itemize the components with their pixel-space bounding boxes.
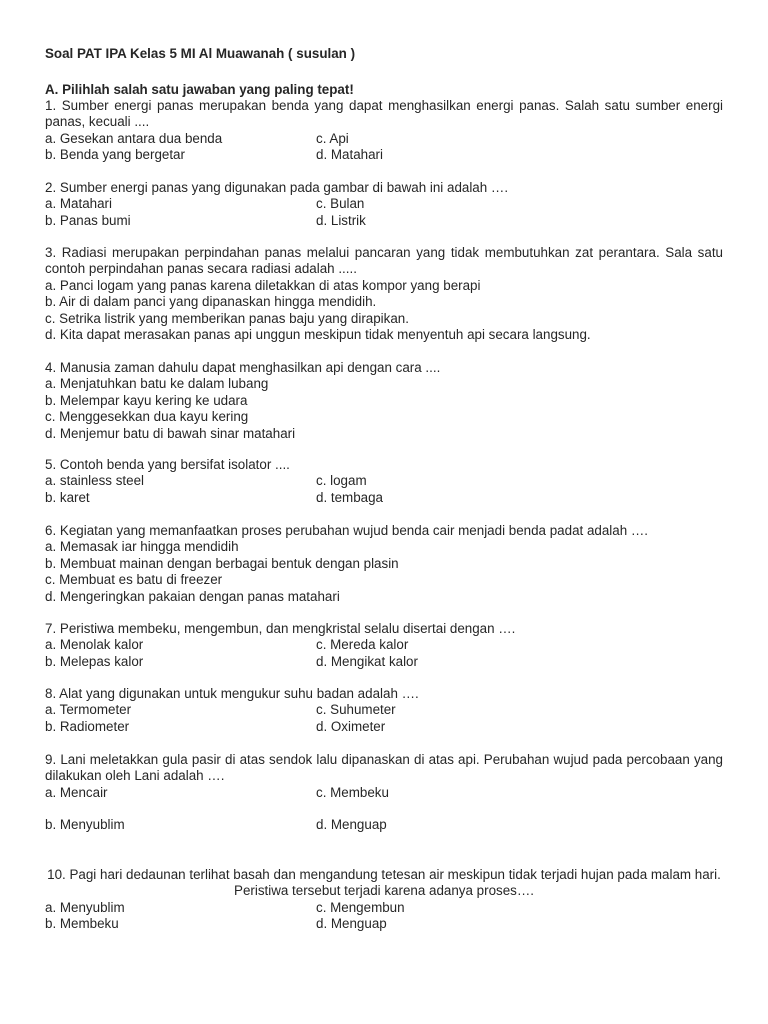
option-b: b. karet bbox=[45, 489, 90, 505]
options-row bbox=[45, 817, 723, 833]
option-a: a. Matahari bbox=[45, 196, 112, 212]
option-d: d. tembaga bbox=[316, 489, 383, 505]
option-d: d. Menguap bbox=[316, 916, 387, 932]
question-text: 1. Sumber energi panas merupakan benda yang dapat menghasilkan energi panas. Salah satu sumber energi panas, kecuali .... bbox=[45, 98, 723, 130]
option-c: c. Membuat es batu di freezer bbox=[45, 572, 223, 588]
option-c: c. Menggesekkan dua kayu kering bbox=[45, 409, 249, 425]
question-text: 9. Lani meletakkan gula pasir di atas sendok lalu dipanaskan di atas api. Perubahan wujud pada percobaan yang dilakukan oleh Lani adalah …. bbox=[45, 752, 723, 784]
option-d: d. Listrik bbox=[316, 212, 366, 228]
option-a: a. Termometer bbox=[45, 702, 132, 718]
option-b: b. Menyublim bbox=[45, 817, 125, 833]
question-text: 3. Radiasi merupakan perpindahan panas melalui pancaran yang tidak membutuhkan zat perantara. Sala satu contoh perpindahan panas secara radiasi adalah ..... bbox=[45, 245, 723, 277]
option-b: b. Melepas kalor bbox=[45, 653, 144, 669]
options-row bbox=[45, 213, 723, 229]
option-d: d. Oximeter bbox=[316, 718, 386, 734]
question-5 bbox=[45, 457, 723, 506]
question-text: 7. Peristiwa membeku, mengembun, dan mengkristal selalu disertai dengan …. bbox=[45, 621, 516, 636]
question-2 bbox=[45, 180, 723, 229]
options-row bbox=[45, 196, 723, 212]
question-text: 2. Sumber energi panas yang digunakan pada gambar di bawah ini adalah …. bbox=[45, 180, 509, 195]
question-10 bbox=[45, 867, 723, 933]
question-1 bbox=[45, 98, 723, 164]
option-d: d. Matahari bbox=[316, 147, 383, 163]
options-row bbox=[45, 654, 723, 670]
option-c: c. Mereda kalor bbox=[316, 637, 409, 653]
question-7 bbox=[45, 621, 723, 670]
question-6 bbox=[45, 523, 723, 605]
option-d: d. Mengeringkan pakaian dengan panas matahari bbox=[45, 588, 340, 604]
options-row bbox=[45, 785, 723, 801]
option-d: d. Kita dapat merasakan panas api unggun meskipun tidak menyentuh api secara langsung. bbox=[45, 327, 591, 343]
option-b: b. Melempar kayu kering ke udara bbox=[45, 392, 248, 408]
options-row bbox=[45, 473, 723, 489]
option-d: d. Menjemur batu di bawah sinar matahari bbox=[45, 425, 296, 441]
option-c: c. Setrika listrik yang memberikan panas baju yang dirapikan. bbox=[45, 310, 409, 326]
option-b: b. Air di dalam panci yang dipanaskan hingga mendidih. bbox=[45, 294, 377, 310]
options-row bbox=[45, 147, 723, 163]
question-4 bbox=[45, 360, 723, 442]
option-c: c. logam bbox=[316, 473, 367, 489]
option-b: b. Panas bumi bbox=[45, 212, 131, 228]
option-a: a. Menyublim bbox=[45, 899, 125, 915]
question-3 bbox=[45, 245, 723, 343]
option-b: b. Radiometer bbox=[45, 718, 130, 734]
option-a: a. stainless steel bbox=[45, 473, 144, 489]
options-row bbox=[45, 490, 723, 506]
question-9 bbox=[45, 752, 723, 834]
option-c: c. Suhumeter bbox=[316, 702, 396, 718]
options-row bbox=[45, 702, 723, 718]
option-a: a. Menjatuhkan batu ke dalam lubang bbox=[45, 376, 269, 392]
question-text: 8. Alat yang digunakan untuk mengukur suhu badan adalah …. bbox=[45, 686, 419, 701]
options-row bbox=[45, 637, 723, 653]
question-text: 6. Kegiatan yang memanfaatkan proses perubahan wujud benda cair menjadi benda padat adalah …. bbox=[45, 523, 648, 538]
question-text: 10. Pagi hari dedaunan terlihat basah dan mengandung tetesan air meskipun tidak terjadi hujan pada malam hari. Peristiwa tersebut terjadi karena adanya proses…. bbox=[47, 867, 721, 899]
option-d: d. Menguap bbox=[316, 817, 387, 833]
option-c: c. Bulan bbox=[316, 196, 365, 212]
option-d: d. Mengikat kalor bbox=[316, 653, 418, 669]
question-text: 5. Contoh benda yang bersifat isolator .... bbox=[45, 457, 290, 472]
option-a: a. Memasak iar hingga mendidih bbox=[45, 539, 239, 555]
option-a: a. Gesekan antara dua benda bbox=[45, 130, 223, 146]
question-8 bbox=[45, 686, 723, 735]
option-b: b. Membuat mainan dengan berbagai bentuk dengan plasin bbox=[45, 555, 399, 571]
options-row bbox=[45, 900, 723, 916]
option-c: c. Membeku bbox=[316, 784, 389, 800]
option-c: c. Api bbox=[316, 130, 349, 146]
option-b: b. Membeku bbox=[45, 916, 119, 932]
question-text: 4. Manusia zaman dahulu dapat menghasilkan api dengan cara .... bbox=[45, 360, 441, 375]
options-row bbox=[45, 131, 723, 147]
option-a: a. Mencair bbox=[45, 784, 108, 800]
option-a: a. Menolak kalor bbox=[45, 637, 144, 653]
options-row bbox=[45, 719, 723, 735]
section-heading: A. Pilihlah salah satu jawaban yang paling tepat! bbox=[45, 82, 354, 97]
spacer bbox=[45, 801, 723, 817]
options-row bbox=[45, 916, 723, 932]
option-b: b. Benda yang bergetar bbox=[45, 147, 185, 163]
option-a: a. Panci logam yang panas karena diletakkan di atas kompor yang berapi bbox=[45, 277, 481, 293]
option-c: c. Mengembun bbox=[316, 899, 405, 915]
document-title: Soal PAT IPA Kelas 5 MI Al Muawanah ( susulan ) bbox=[45, 46, 356, 61]
